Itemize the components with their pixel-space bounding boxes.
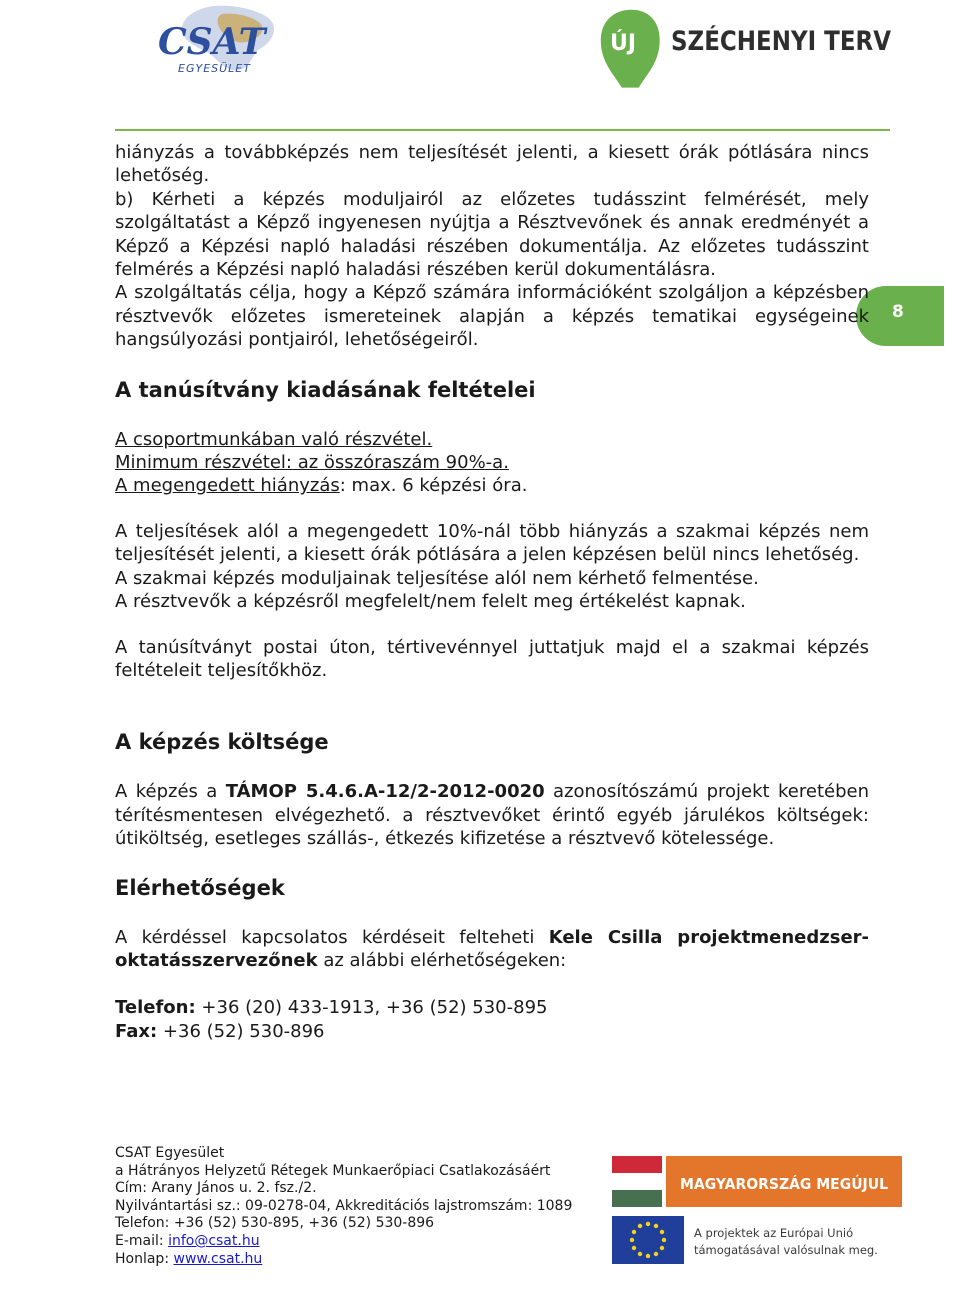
eu-support-line-2: támogatásával valósulnak meg. — [694, 1243, 878, 1257]
page-number-badge — [856, 286, 944, 346]
paragraph-evaluation: A résztvevők a képzésről megfelelt/nem felelt meg értékelést kapnak. — [115, 591, 746, 613]
allowed-absence-value: : max. 6 képzési óra. — [339, 475, 528, 497]
phone-value: +36 (20) 433-1913, +36 (52) 530-895 — [195, 997, 548, 1019]
cost-text-start: A képzés a — [115, 781, 226, 803]
csat-logo — [152, 4, 280, 78]
contact-fax — [115, 1020, 869, 1043]
hungarian-flag-icon — [612, 1156, 662, 1207]
footer-email — [115, 1233, 595, 1251]
footer-address: Cím: Arany János u. 2. fsz./2. — [115, 1180, 317, 1197]
heading-contacts: Elérhetőségek — [115, 875, 285, 900]
footer-registry: Nyilvántartási sz.: 09-0278-04, Akkreditációs lajstromszám: 1089 — [115, 1197, 573, 1214]
allowed-absence-label: A megengedett hiányzás — [115, 475, 340, 497]
contact-phone — [115, 996, 869, 1019]
paragraph-absence: hiányzás a továbbképzés nem teljesítését jelenti, a kiesett órák pótlására nincs lehetőség. — [115, 142, 869, 187]
footer-org-fullname: a Hátrányos Helyzetű Rétegek Munkaerőpiaci Csatlakozásáért — [115, 1162, 551, 1179]
footer-contact-block — [115, 1145, 595, 1268]
contact-text-start: A kérdéssel kapcsolatos kérdéseit felteheti — [115, 926, 549, 948]
paragraph-contact — [115, 926, 869, 973]
contact-text-end: az alábbi elérhetőségeken: — [317, 949, 567, 971]
footer-email-link[interactable]: info@csat.hu — [168, 1232, 260, 1249]
szechenyi-terv-logo — [597, 4, 930, 96]
paragraph-cost — [115, 780, 869, 850]
condition-group-work: A csoportmunkában való részvétel. — [115, 428, 433, 450]
heading-certificate-conditions: A tanúsítvány kiadásának feltételei — [115, 377, 536, 402]
footer-web-link[interactable]: www.csat.hu — [173, 1250, 263, 1267]
footer-web-label: Honlap: — [115, 1250, 174, 1267]
condition-minimum-attendance: Minimum részvétel: az összóraszám 90%-a. — [115, 452, 509, 474]
footer-org-name: CSAT Egyesület — [115, 1145, 225, 1161]
paragraph-over-absence: A teljesítések alól a megengedett 10%-nál több hiányzás a szakmai képzés nem teljesítését jelenti, a kiesett órák pótlására a jelen képzésen belül nincs lehetőség. — [115, 520, 869, 566]
paragraph-assessment: b) Kérheti a képzés moduljairól az előzetes tudásszint felmérését, mely szolgáltatást a Képző ingyenesen nyújtja a Résztvevőnek és annak eredményét a Képző a Képzési napló haladási részében dokumentálja. Az előzetes tudásszint felmérés a Képzési napló haladási részében kerül dokumentálásra. — [115, 188, 869, 281]
fax-label: Fax: — [115, 1020, 158, 1042]
uj-badge-text: ÚJ — [610, 31, 637, 56]
csat-logo-text: CSAT — [158, 21, 266, 63]
footer-phones: Telefon: +36 (52) 530-895, +36 (52) 530-896 — [115, 1215, 435, 1232]
paragraph-certificate-delivery: A tanúsítványt postai úton, tértivevénnyel juttatjuk majd el a szakmai képzés feltételeit teljesítőkhöz. — [115, 636, 869, 681]
footer-email-label: E-mail: — [115, 1232, 169, 1249]
header-divider — [115, 129, 890, 131]
footer-web — [115, 1251, 595, 1269]
document-body — [115, 141, 869, 1043]
project-code: TÁMOP 5.4.6.A-12/2-2012-0020 — [225, 781, 545, 803]
paragraph-service-purpose: A szolgáltatás célja, hogy a Képző számára információként szolgáljon a képzésben résztvevők előzetes ismereteinek alapján a képzés tematikai egységeinek hangsúlyozási pontjairól, lehetőségeiről. — [115, 282, 869, 351]
szechenyi-title: SZÉCHENYI TERV — [671, 26, 930, 57]
page-number: 8 — [892, 302, 904, 322]
fax-value: +36 (52) 530-896 — [157, 1020, 325, 1042]
heading-training-cost: A képzés költsége — [115, 730, 329, 755]
contact-person: Kele Csilla projektmenedzser-oktatásszervezőnek — [115, 926, 870, 971]
phone-label: Telefon: — [115, 997, 196, 1019]
cost-text-end: azonosítószámú projekt keretében térítésmentesen elvégezhető. a résztvevőket érintő egyéb járulékos költségek: útiköltség, esetleges szállás-, étkezés kifizetése a résztvevő kötelessége. — [115, 781, 869, 850]
csat-logo-subtext: EGYESÜLET — [178, 62, 251, 75]
paragraph-no-exemption: A szakmai képzés moduljainak teljesítése alól nem kérhető felmentése. — [115, 567, 759, 589]
banner-text: MAGYARORSZÁG MEGÚJUL — [680, 1175, 904, 1193]
footer-eu-logos — [612, 1156, 902, 1268]
eu-flag-icon — [612, 1216, 684, 1264]
eu-support-line-1: A projektek az Európai Unió — [694, 1226, 854, 1240]
condition-allowed-absence — [115, 474, 869, 497]
